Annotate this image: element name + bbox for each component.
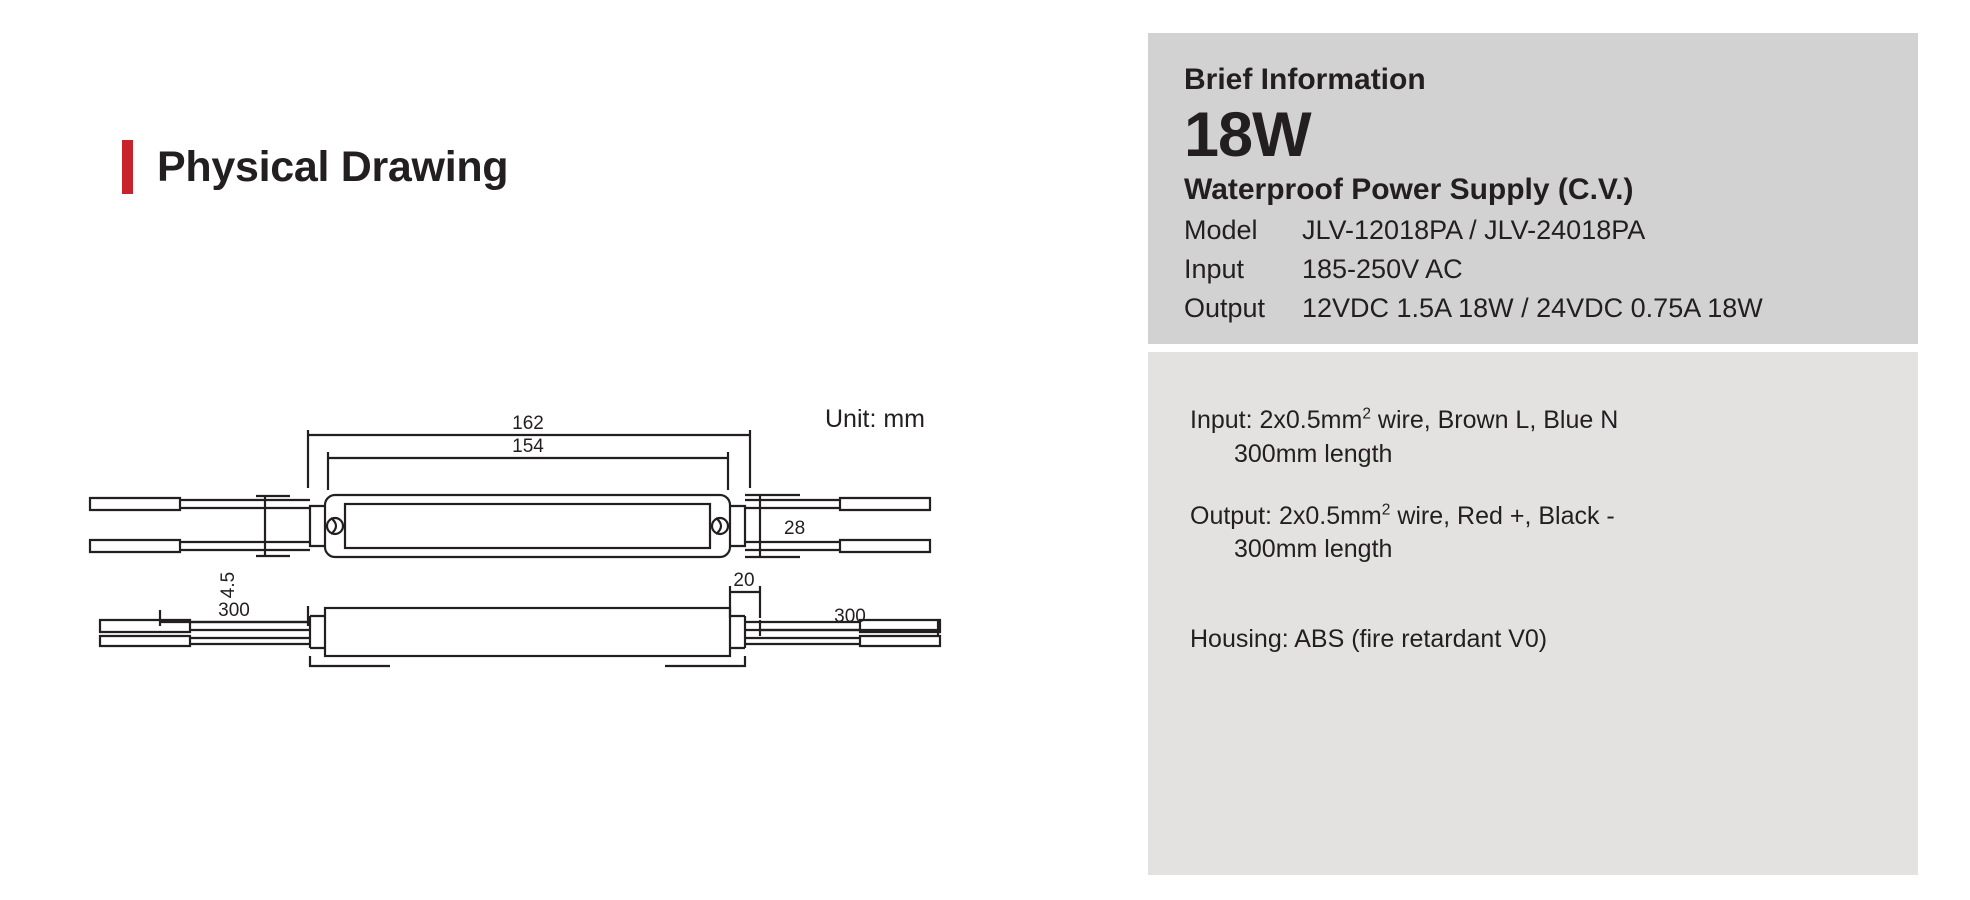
detail-output-rest: wire, Red +, Black - — [1390, 501, 1615, 530]
spec-value-model: JLV-12018PA / JLV-24018PA — [1302, 214, 1646, 245]
spec-row-input — [1184, 254, 1918, 285]
detail-housing: Housing: ABS (fire retardant V0) — [1190, 625, 1548, 653]
wire-in-2 — [180, 542, 310, 550]
side-left-cap — [310, 616, 325, 648]
left-end-cap — [310, 506, 325, 546]
dim-label-154: 154 — [512, 436, 544, 457]
spec-label-input: Input — [1184, 253, 1245, 284]
side-wire-out-2 — [745, 638, 860, 644]
dim-label-4-5: 4.5 — [218, 571, 239, 599]
side-wire-out-tip-2 — [860, 636, 940, 646]
wire-in-2-tip — [90, 540, 180, 552]
wiring-detail-panel — [1148, 352, 1918, 875]
page-title-block — [122, 140, 508, 194]
detail-spacer-3 — [1190, 595, 1918, 623]
unit-label: Unit: mm — [825, 405, 925, 433]
dim-label-162: 162 — [512, 413, 544, 434]
side-right-tab — [665, 656, 745, 666]
detail-input-length: 300mm length — [1234, 439, 1393, 468]
side-view-body — [325, 608, 730, 656]
title-accent-bar — [122, 140, 133, 194]
detail-output-superscript: 2 — [1381, 501, 1391, 519]
dim-label-20: 20 — [733, 570, 755, 591]
spec-row-output — [1184, 293, 1918, 324]
dim-label-28: 28 — [784, 518, 806, 539]
right-gland-detail — [716, 518, 721, 534]
wire-in-1-tip — [90, 498, 180, 510]
detail-input-rest: wire, Brown L, Blue N — [1370, 406, 1619, 434]
product-subtitle: Waterproof Power Supply (C.V.) — [1184, 172, 1634, 206]
top-view-inner-panel — [345, 504, 710, 548]
brief-information-panel — [1148, 33, 1918, 344]
spec-value-input: 185-250V AC — [1302, 253, 1463, 284]
spec-label-output: Output — [1184, 292, 1266, 323]
wire-out-2-tip — [840, 540, 930, 552]
side-wire-in-tip-2 — [100, 636, 190, 646]
side-wire-in-2 — [190, 638, 310, 644]
detail-input-text: Input: 2x0.5mm — [1190, 406, 1363, 434]
detail-output-text: Output: 2x0.5mm — [1190, 501, 1382, 530]
side-left-tab — [310, 656, 390, 666]
page-title: Physical Drawing — [157, 142, 509, 191]
side-right-cap — [730, 616, 745, 648]
power-rating: 18W — [1184, 99, 1311, 170]
detail-input-line — [1190, 404, 1918, 438]
brief-heading: Brief Information — [1184, 63, 1426, 96]
dim-label-300-right: 300 — [834, 606, 866, 627]
detail-output-line — [1190, 500, 1918, 534]
spec-value-output: 12VDC 1.5A 18W / 24VDC 0.75A 18W — [1302, 292, 1763, 323]
ext-line-45 — [256, 496, 290, 556]
detail-spacer-1 — [1190, 472, 1918, 500]
wire-in-1 — [180, 500, 310, 508]
wire-out-1-tip — [840, 498, 930, 510]
spec-row-model — [1184, 215, 1918, 246]
spec-label-model: Model — [1184, 214, 1258, 245]
left-gland-detail — [331, 518, 336, 534]
dim-label-300-left: 300 — [218, 600, 250, 621]
right-end-cap — [730, 506, 745, 546]
detail-output-length: 300mm length — [1234, 535, 1393, 564]
detail-input-superscript: 2 — [1362, 405, 1371, 423]
side-wire-in — [190, 622, 310, 630]
detail-spacer-2 — [1190, 567, 1918, 595]
